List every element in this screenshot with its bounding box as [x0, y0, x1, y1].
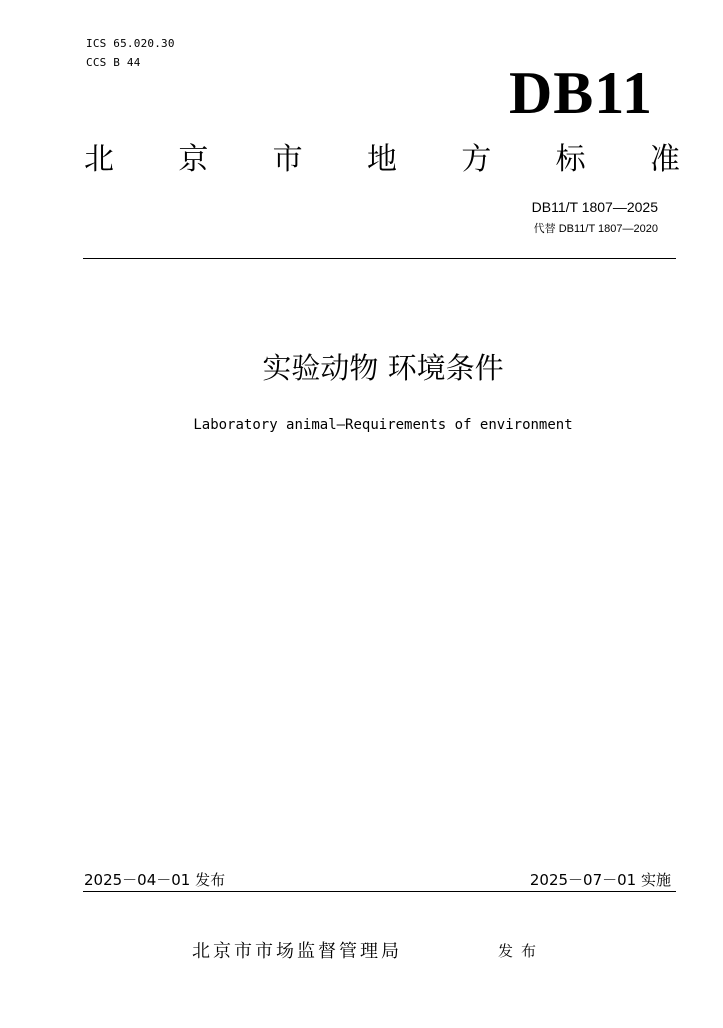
ics-code: ICS 65.020.30 [86, 37, 175, 50]
standard-number: DB11/T 1807—2025 [531, 199, 658, 215]
standard-type-char: 准 [649, 142, 680, 177]
standard-type-char: 地 [366, 142, 397, 177]
bottom-divider [83, 891, 676, 892]
top-divider [83, 258, 676, 259]
document-title-chinese: 实验动物 环境条件 [262, 351, 504, 385]
implementation-date: 2025－07－01 实施 [529, 871, 671, 889]
document-title-english: Laboratory animal—Requirements of environment [193, 417, 573, 433]
issuing-action: 发布 [498, 942, 545, 960]
db-standard-mark: DB11 [508, 60, 653, 126]
replaces-standard: 代替 DB11/T 1807—2020 [533, 223, 658, 235]
issuing-organization: 北京市市场监督管理局 [192, 941, 402, 962]
ccs-code: CCS B 44 [86, 56, 141, 69]
issue-date: 2025－04－01 发布 [84, 871, 226, 889]
standard-type-char: 市 [272, 142, 303, 177]
standard-type-char: 方 [461, 142, 492, 177]
standard-type-heading [84, 141, 680, 179]
standard-type-char: 北 [84, 142, 114, 177]
standard-type-char: 京 [178, 142, 209, 177]
standard-type-char: 标 [555, 142, 586, 177]
